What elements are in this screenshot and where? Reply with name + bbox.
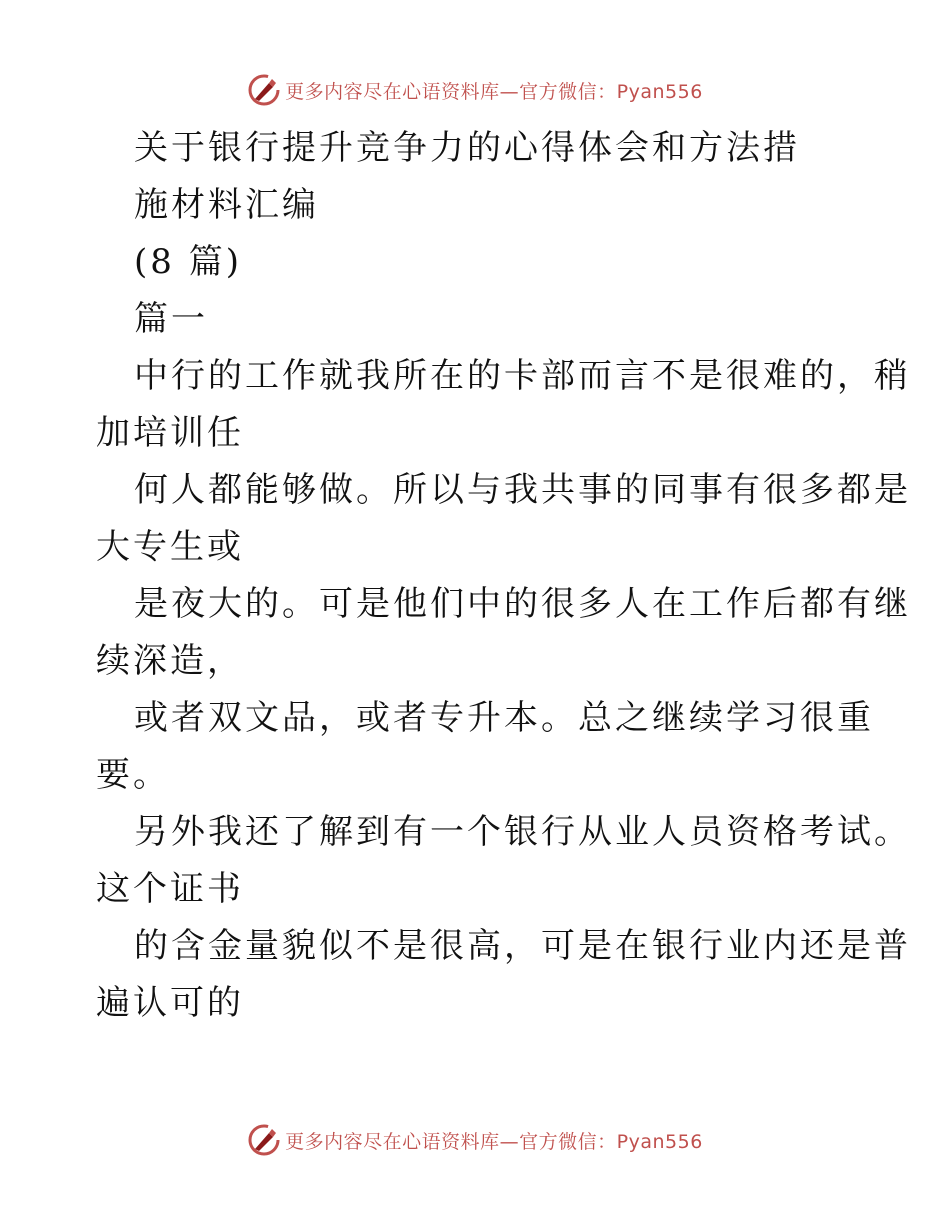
- document-body: [96, 120, 911, 1032]
- header-banner-text: 更多内容尽在心语资料库—官方微信：Pyan556: [285, 80, 703, 103]
- pen-circle-logo-icon: [247, 73, 281, 107]
- paragraph-line: 续深造，: [96, 641, 244, 681]
- paragraph-line: 的含金量貌似不是很高，可是在银行业内还是普: [134, 926, 911, 966]
- paragraph-line: 这个证书: [96, 869, 244, 909]
- paragraph-line: 大专生或: [96, 527, 244, 567]
- footer-banner-text: 更多内容尽在心语资料库—官方微信：Pyan556: [285, 1130, 703, 1153]
- pen-circle-logo-icon: [247, 1123, 281, 1157]
- paragraph-line: 另外我还了解到有一个银行从业人员资格考试。: [134, 812, 911, 852]
- doc-subtitle: (8 篇): [134, 242, 242, 282]
- paragraph-line: 或者双文品，或者专升本。总之继续学习很重: [134, 698, 874, 738]
- paragraph-line: 遍认可的: [96, 983, 244, 1023]
- doc-title-line-1: 关于银行提升竞争力的心得体会和方法措: [134, 128, 800, 168]
- paragraph-line: 何人都能够做。所以与我共事的同事有很多都是: [134, 470, 911, 510]
- header-banner: [0, 70, 950, 110]
- paragraph-line: 是夜大的。可是他们中的很多人在工作后都有继: [134, 584, 911, 624]
- paragraph-line: 加培训任: [96, 413, 244, 453]
- paragraph-line: 中行的工作就我所在的卡部而言不是很难的，稍: [134, 356, 911, 396]
- doc-title-line-2: 施材料汇编: [134, 185, 319, 225]
- footer-banner: [0, 1120, 950, 1160]
- paragraph-line: 要。: [96, 755, 170, 795]
- section-heading: 篇一: [134, 299, 208, 339]
